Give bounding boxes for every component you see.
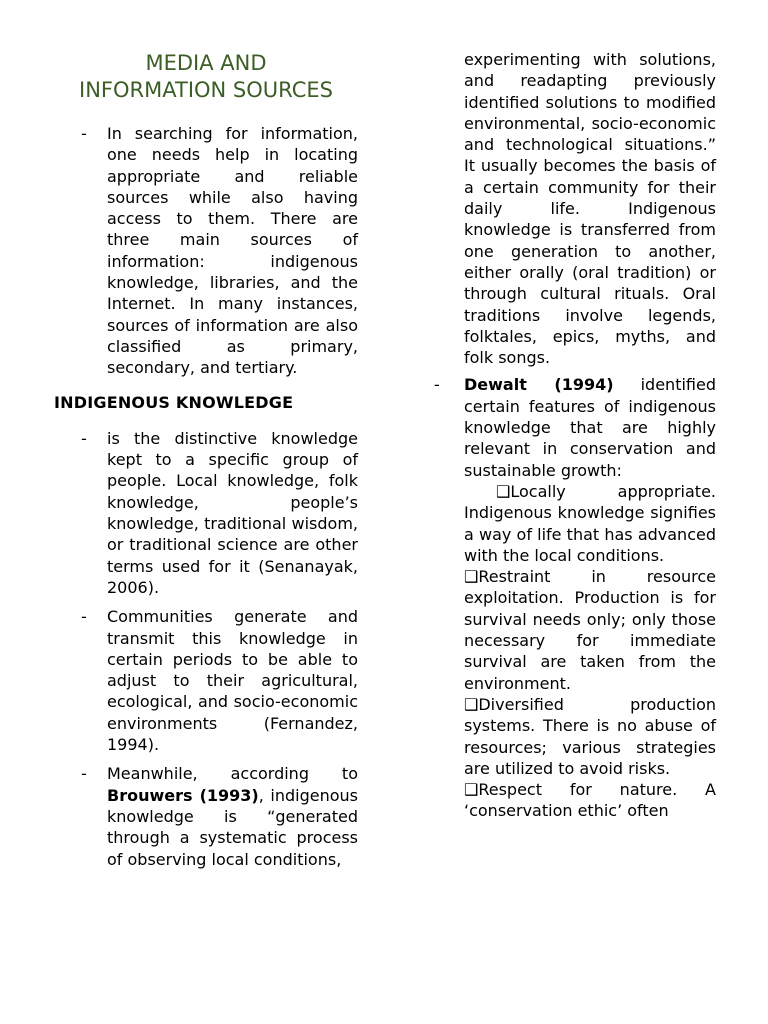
bullet-dash: -: [434, 375, 440, 395]
feature-text: Diversified production systems. There is no abuse of resources; various strategies are utilized to avoid risks.: [464, 694, 716, 778]
feature-item: [434, 779, 716, 822]
list-item: [54, 763, 358, 869]
checkbox-icon: ❑: [464, 780, 479, 800]
intro-item: [54, 123, 358, 379]
bullet-dash: -: [81, 764, 87, 784]
right-column: [434, 49, 716, 822]
citation-brouwers: Brouwers (1993): [107, 785, 259, 805]
bullet-dash: -: [81, 607, 87, 627]
checkbox-icon: ❑: [464, 694, 479, 714]
title-line-2: INFORMATION SOURCES: [79, 78, 333, 102]
feature-text: Locally appropriate. Indigenous knowledge signifies a way of life that has advanced with the local conditions.: [464, 481, 716, 565]
item-text-post: , indigenous knowledge is “generated through a systematic process of observing local conditions,: [107, 785, 358, 869]
left-column: [54, 123, 358, 870]
title-line-1: MEDIA AND: [145, 51, 267, 75]
list-item: [434, 374, 716, 480]
continuation-text: experimenting with solutions, and readapting previously identified solutions to modified environmental, socio-economic and technological situations.” It usually becomes the basis of a certain community for their daily life. Indigenous knowledge is transferred from one generation to another, either orally (oral tradition) or through cultural rituals. Oral traditions involve legends, folktales, epics, myths, and folk songs.: [464, 50, 716, 368]
list-item: [54, 606, 358, 755]
intro-text: In searching for information, one needs help in locating appropriate and reliable sources while also having access to them. There are three main sources of information: indigenous knowledge, libraries, and the Internet. In many instances, sources of information are also classified as primary, secondary, and tertiary.: [107, 124, 358, 378]
checkbox-icon: ❑: [496, 481, 511, 501]
checkbox-icon: ❑: [464, 567, 479, 587]
page-title: [48, 50, 364, 104]
section-heading: INDIGENOUS KNOWLEDGE: [54, 392, 294, 412]
item-text: Communities generate and transmit this knowledge in certain periods to be able to adjust to their agricultural, ecological, and socio-economic environments (Fernandez, 1994).: [107, 607, 358, 755]
feature-text: Respect for nature. A ‘conservation ethic’ often: [464, 780, 716, 821]
bullet-dash: -: [81, 124, 87, 143]
citation-dewalt: Dewalt (1994): [464, 375, 614, 395]
item-text-pre: Meanwhile, according to: [107, 764, 358, 784]
feature-item: [434, 481, 716, 566]
feature-text: Restraint in resource exploitation. Production is for survival needs only; only those necessary for immediate survival are taken from the environment.: [464, 567, 716, 693]
list-item: [54, 428, 358, 598]
item-text: is the distinctive knowledge kept to a specific group of people. Local knowledge, folk knowledge, people’s knowledge, traditional wisdom, or traditional science are other terms used for it (Senanayak, 2006).: [107, 428, 358, 597]
bullet-dash: -: [81, 428, 87, 448]
feature-item: [434, 694, 716, 779]
feature-item: [434, 566, 716, 694]
item-text: identified certain features of indigenous knowledge that are highly relevant in conservation and sustainable growth:: [464, 375, 716, 480]
